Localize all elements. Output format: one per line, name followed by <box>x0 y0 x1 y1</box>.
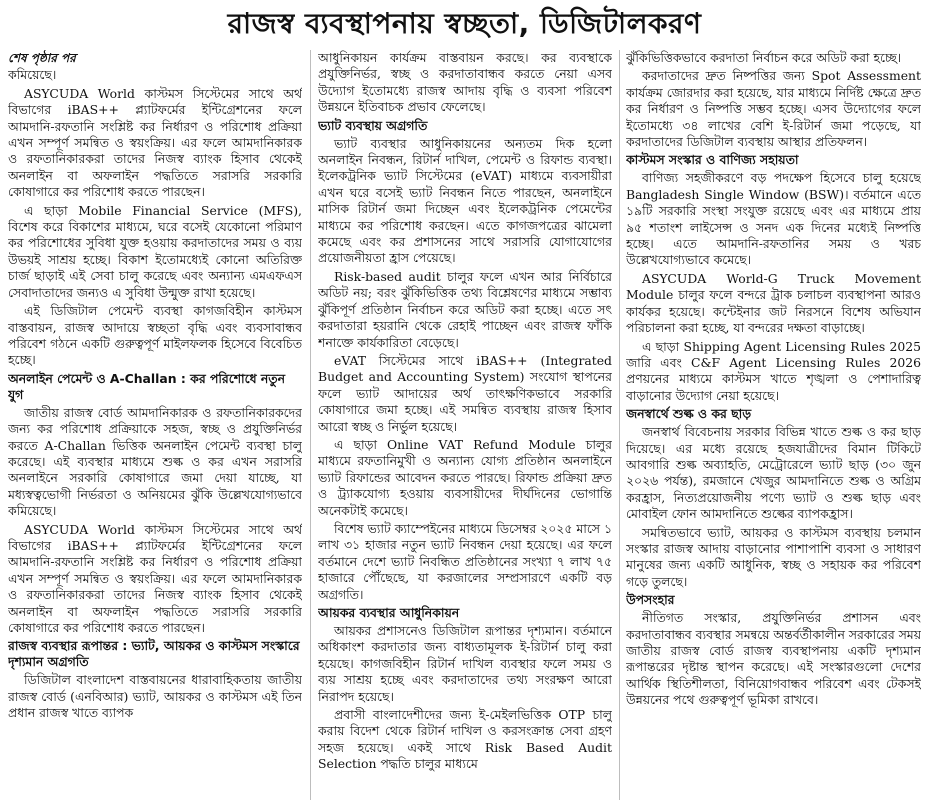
section-heading: জনস্বার্থে শুল্ক ও কর ছাড় <box>626 406 752 422</box>
section-heading: আয়কর ব্যবস্থার আধুনিকায়ন <box>318 605 460 620</box>
section-heading: রাজস্ব ব্যবস্থার রূপান্তর : ভ্যাট, আয়কর ও কাস্টমস সংস্কারে দৃশ্যমান অগ্রগতি <box>8 638 300 670</box>
column-divider-2 <box>619 50 620 800</box>
section-heading: উপসংহার <box>626 592 675 608</box>
paragraph: ASYCUDA World-G Truck Movement Module চালুর ফলে বন্দরে ট্রাক চলাচল ব্যবস্থাপনা আরও কার্যকর হয়েছে। কন্টেইনার জট নিরসনে বিশেষ অভিযান পরিচালনা করা হচ্ছে, যা বন্দরের দক্ষতা বাড়াচ্ছে। <box>626 270 921 336</box>
paragraph: সমন্বিতভাবে ভ্যাট, আয়কর ও কাস্টমস ব্যবস্থায় চলমান সংস্কার রাজস্ব আদায় বাড়ানোর পাশাপাশি ব্যবসা ও সাধারণ মানুষের জন্য একটি আধুনিক, স্বচ্ছ ও সহায়ক কর পরিবেশ গড়ে তুলছে। <box>626 524 921 589</box>
paragraph: ঝুঁকিভিত্তিকভাবে করদাতা নির্বাচন করে অডিট করা হচ্ছে। <box>626 50 902 65</box>
paragraph: ASYCUDA World কাস্টমস সিস্টেমের সাথে অর্থ বিভাগের iBAS++ প্ল্যাটফর্মের ইন্টিগ্রেশনের ফলে আমদানি-রফতানি সংশ্লিষ্ট কর নির্ধারণ ও পরিশোধ প্রক্রিয়া এখন সম্পূর্ণ সমন্বিত ও স্বয়ংক্রিয়। এর ফলে আমদানিকারক ও রফতানিকারকরা তাদের নিজস্ব ব্যাংক হিসাব থেকেই অনলাইন বা অফলাইন পদ্ধতিতে সরাসরি সরকারি কোষাগারে কর পরিশোধ করতে পারছেন। <box>8 85 302 200</box>
paragraph: ভ্যাট ব্যবস্থার আধুনিকায়নের অন্যতম দিক হলো অনলাইন নিবন্ধন, রিটার্ন দাখিল, পেমেন্ট ও রিফান্ড ব্যবস্থা। ইলেকট্রনিক ভ্যাট সিস্টেমের (eVAT) মাধ্যমে ব্যবসায়ীরা এখন ঘরে বসেই ভ্যাট নিবন্ধন নিতে পারছেন, অনলাইনে মাসিক রিটার্ন জমা দিচ্ছেন এবং ইলেকট্রনিক পেমেন্টের মাধ্যমে কর পরিশোধ করছেন। এতে কাগজপত্রের ঝামেলা কমেছে এবং কর প্রশাসনের সাথে সরাসরি যোগাযোগের প্রয়োজনীয়তা হ্রাস পেয়েছে। <box>318 135 612 266</box>
paragraph: করদাতাদের দ্রুত নিষ্পত্তির জন্য Spot Assessment কার্যক্রম জোরদার করা হয়েছে, যার মাধ্যমে নির্দিষ্ট ক্ষেত্রে দ্রুত কর নির্ধারণ ও নিষ্পত্তি সম্ভব হচ্ছে। এসব উদ্যোগের ফলে ইতোমধ্যে ৩৪ লাখের বেশি ই-রিটার্ন জমা পড়েছে, যা করদাতাদের ডিজিটাল ব্যবস্থায় আস্থার প্রতিফলন। <box>626 68 921 150</box>
article-headline: রাজস্ব ব্যবস্থাপনায় স্বচ্ছতা, ডিজিটালকরণ <box>227 7 702 40</box>
section-heading: অনলাইন পেমেন্ট ও A-Challan : কর পরিশোধে নতুন যুগ <box>8 370 285 402</box>
paragraph: কমিয়েছে। <box>8 67 57 83</box>
paragraph: জাতীয় রাজস্ব বোর্ড আমদানিকারক ও রফতানিকারকদের জন্য কর পরিশোধ প্রক্রিয়াকে সহজ, স্বচ্ছ ও প্রযুক্তিনির্ভর করতে A-Challan ভিত্তিক অনলাইন পেমেন্ট ব্যবস্থা চালু করেছে। এই ব্যবস্থার মাধ্যমে শুল্ক ও কর এখন সরাসরি অনলাইনে সরকারি কোষাগারে জমা দেয়া যাচ্ছে, যা মধ্যস্বত্বভোগী নির্ভরতা ও অনিয়মের ঝুঁকি উল্লেখযোগ্যভাবে কমিয়েছে। <box>8 404 302 519</box>
section-heading: কাস্টমস সংস্কার ও বাণিজ্য সহায়তা <box>626 152 799 168</box>
column-divider-1 <box>310 50 311 800</box>
paragraph: এ ছাড়া Mobile Financial Service (MFS), বিশেষ করে বিকাশের মাধ্যমে, ঘরে বসেই যেকোনো পরিমাণ কর পরিশোধের সুবিধা যুক্ত হওয়ায় করদাতাদের সময় ও ব্যয় উভয়ই সাশ্রয় হচ্ছে। বিকাশ ইতোমধ্যেই কোনো অতিরিক্ত চার্জ ছাড়াই এই সেবা চালু করেছে এবং অন্যান্য এমএফএস সেবাদাতাদের জন্যও এ সুবিধা উন্মুক্ত রাখা হয়েছে। <box>8 202 302 300</box>
paragraph: এই ডিজিটাল পেমেন্ট ব্যবস্থা কাগজবিহীন কাস্টমস বাস্তবায়ন, রাজস্ব আদায়ে স্বচ্ছতা বৃদ্ধি এবং ব্যবসাবান্ধব পরিবেশ গঠনে একটি গুরুত্বপূর্ণ মাইলফলক হিসেবে বিবেচিত হচ্ছে। <box>8 303 302 368</box>
paragraph: নীতিগত সংস্কার, প্রযুক্তিনির্ভর প্রশাসন এবং করদাতাবান্ধব ব্যবস্থার সমন্বয়ে অন্তর্বর্তীকালীন সরকারের সময় জাতীয় রাজস্ব বোর্ড রাজস্ব ব্যবস্থাপনায় একটি দৃশ্যমান রূপান্তরের দৃষ্টান্ত স্থাপন করেছে। এই সংস্কারগুলো দেশের আর্থিক স্থিতিশীলতা, বিনিয়োগবান্ধব পরিবেশ এবং টেকসই উন্নয়নের পথে গুরুত্বপূর্ণ ভূমিকা রাখবে। <box>626 610 921 708</box>
paragraph: বাণিজ্য সহজীকরণে বড় পদক্ষেপ হিসেবে চালু হয়েছে Bangladesh Single Window (BSW)। বর্তমানে এতে ১৯টি সরকারি সংস্থা সংযুক্ত রয়েছে এবং এর মাধ্যমে প্রায় ৯৫ শতাংশ লাইসেন্স ও সনদ এক দিনের মধ্যেই নিষ্পত্তি হচ্ছে। এতে আমদানি-রফতানির সময় ও খরচ উল্লেখযোগ্যভাবে কমেছে। <box>626 170 921 268</box>
paragraph: আধুনিকায়ন কার্যক্রম বাস্তবায়ন করছে। কর ব্যবস্থাকে প্রযুক্তিনির্ভর, স্বচ্ছ ও করদাতাবান্ধব করতে নেয়া এসব উদ্যোগ ইতোমধ্যে রাজস্ব আদায় বৃদ্ধি ও ব্যবসা পরিবেশ উন্নয়নে ইতিবাচক প্রভাব ফেলেছে। <box>318 50 612 115</box>
paragraph: এ ছাড়া Shipping Agent Licensing Rules 2025 জারি এবং C&F Agent Licensing Rules 2026 প্রণয়নের মাধ্যমে কাস্টমস খাতে শৃঙ্খলা ও পেশাদারিত্ব বাড়ানোর উদ্যোগ নেয়া হয়েছে। <box>626 338 921 403</box>
paragraph: প্রবাসী বাংলাদেশীদের জন্য ই-মেইলভিত্তিক OTP চালু করায় বিদেশ থেকে রিটার্ন দাখিল ও করসংক্রান্ত সেবা গ্রহণ সহজ হয়েছে। একই সাথে Risk Based Audit Selection পদ্ধতি চালুর মাধ্যমে <box>318 707 612 772</box>
article-column-2 <box>318 50 612 802</box>
section-heading: ভ্যাট ব্যবস্থায় অগ্রগতি <box>318 117 428 133</box>
paragraph: এ ছাড়া Online VAT Refund Module চালুর মাধ্যমে রফতানিমুখী ও অন্যান্য যোগ্য প্রতিষ্ঠান অনলাইনে ভ্যাট রিফান্ডের আবেদন করতে পারছে। রিফান্ড প্রক্রিয়া দ্রুত ও ট্র্যাকযোগ্য হওয়ায় ব্যবসায়ীদের দীর্ঘদিনের ভোগান্তি অনেকটাই কমেছে। <box>318 436 612 518</box>
paragraph: ASYCUDA World কাস্টমস সিস্টেমের সাথে অর্থ বিভাগের iBAS++ প্ল্যাটফর্মের ইন্টিগ্রেশনের ফলে আমদানি-রফতানি সংশ্লিষ্ট কর নির্ধারণ ও পরিশোধ প্রক্রিয়া এখন সম্পূর্ণ সমন্বিত ও স্বয়ংক্রিয়। এর ফলে আমদানিকারক ও রফতানিকারকরা তাদের নিজস্ব ব্যাংক হিসাব থেকেই অনলাইন বা অফলাইন পদ্ধতিতে সরাসরি সরকারি কোষাগারে কর পরিশোধ করতে পারছেন। <box>8 521 302 635</box>
paragraph: জনস্বার্থ বিবেচনায় সরকার বিভিন্ন খাতে শুল্ক ও কর ছাড় দিয়েছে। এর মধ্যে রয়েছে হজযাত্রীদের বিমান টিকিটে আবগারি শুল্ক অব্যাহতি, মেট্রোরেলে ভ্যাট ছাড় (৩০ জুন ২০২৬ পর্যন্ত), রমজানে খেজুর আমদানিতে শুল্ক ও অগ্রিম করহ্রাস, নিত্যপ্রয়োজনীয় পণ্যে ভ্যাট ও শুল্ক ছাড় এবং মোবাইল ফোন আমদানিতে শুল্কের ব্যাপকহ্রাস। <box>626 424 921 522</box>
paragraph: আয়কর প্রশাসনেও ডিজিটাল রূপান্তর দৃশ্যমান। বর্তমানে অধিকাংশ করদাতার জন্য বাধ্যতামূলক ই-রিটার্ন চালু করা হয়েছে। কাগজবিহীন রিটার্ন দাখিল ব্যবস্থার ফলে সময় ও ব্যয় সাশ্রয় হচ্ছে এবং করদাতাদের তথ্য সংরক্ষণ আরো নিরাপদ হয়েছে। <box>318 623 612 704</box>
paragraph: বিশেষ ভ্যাট ক্যাম্পেইনের মাধ্যমে ডিসেম্বর ২০২৫ মাসে ১ লাখ ৩১ হাজার নতুন ভ্যাট নিবন্ধন দেয়া হয়েছে। এর ফলে বর্তমানে দেশে ভ্যাট নিবন্ধিত প্রতিষ্ঠানের সংখ্যা ৭ লাখ ৭৫ হাজারে পৌঁছেছে, যা করজালের সম্প্রসারণে একটি বড় অগ্রগতি। <box>318 520 612 602</box>
paragraph: Risk-based audit চালুর ফলে এখন আর নির্বিচারে অডিট নয়; বরং ঝুঁকিভিত্তিক তথ্য বিশ্লেষণের মাধ্যমে সম্ভাব্য ঝুঁকিপূর্ণ প্রতিষ্ঠান নির্বাচন করে অডিট করা হচ্ছে। এতে সৎ করদাতারা হয়রানি থেকে রেহাই পাচ্ছেন এবং রাজস্ব ফাঁকি শনাক্তে কার্যকারিতা বেড়েছে। <box>318 268 612 350</box>
paragraph: ডিজিটাল বাংলাদেশ বাস্তবায়নের ধারাবাহিকতায় জাতীয় রাজস্ব বোর্ড (এনবিআর) ভ্যাট, আয়কর ও কাস্টমস এই তিন প্রধান রাজস্ব খাতে ব্যাপক <box>8 672 302 721</box>
continued-label: শেষ পৃষ্ঠার পর <box>8 51 76 65</box>
article-column-1 <box>8 50 302 802</box>
paragraph: eVAT সিস্টেমের সাথে iBAS++ (Integrated Budget and Accounting System) সংযোগ স্থাপনের ফলে ভ্যাট আদায়ের অর্থ তাৎক্ষণিকভাবে সরকারি কোষাগারে জমা হচ্ছে। এই সমন্বিত ব্যবস্থায় রাজস্ব হিসাব আরো স্বচ্ছ ও নির্ভুল হয়েছে। <box>318 352 612 434</box>
article-column-3 <box>626 50 921 802</box>
